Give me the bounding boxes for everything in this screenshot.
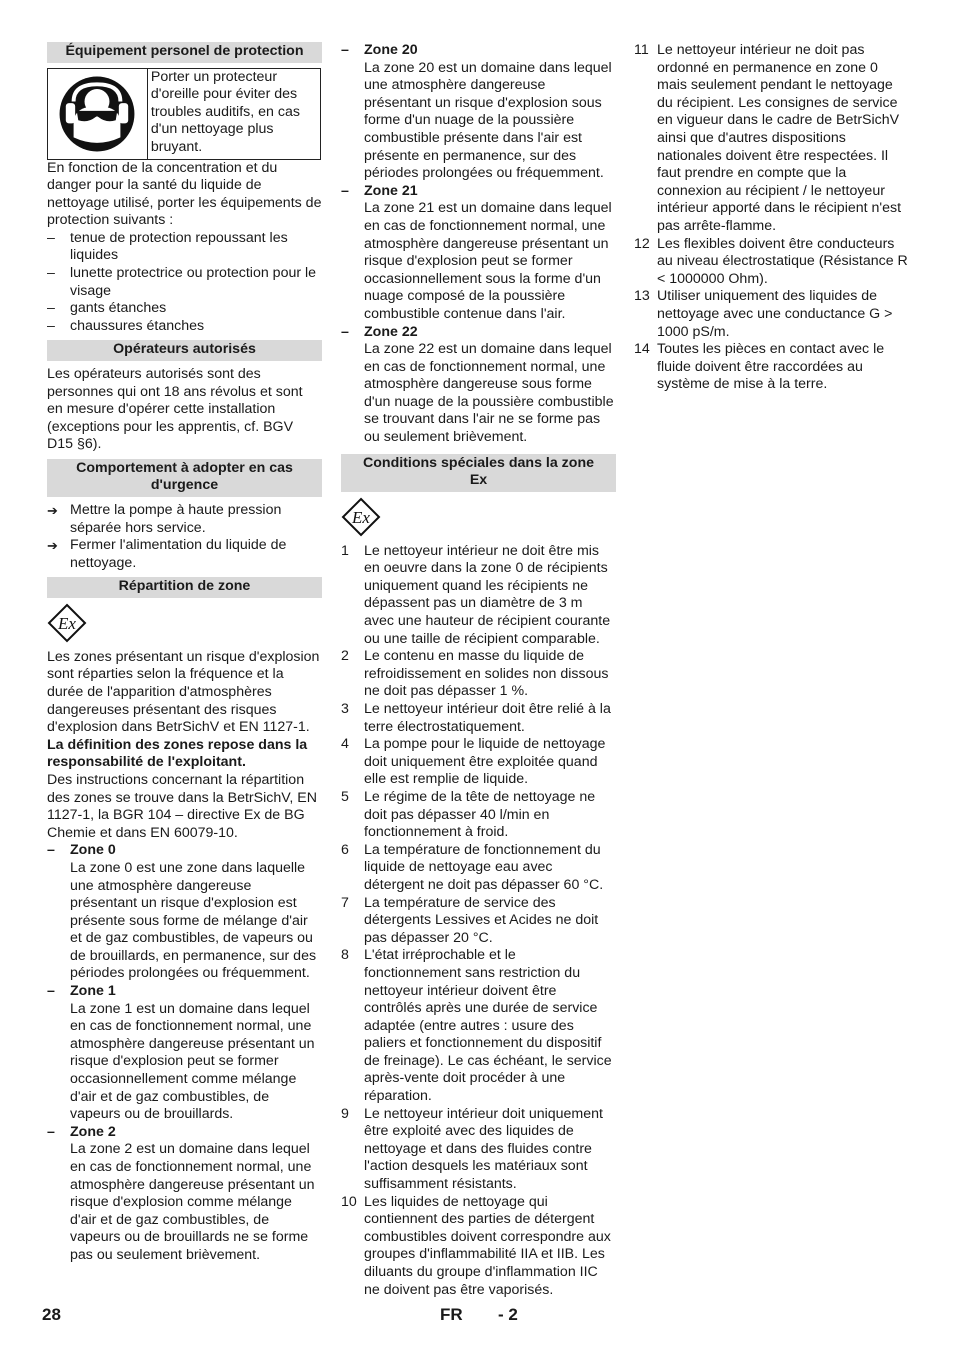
condition-item: 1 Le nettoyeur intérieur ne doit être mis en oeuvre dans la zone 0 de récipients uniquement quand les récipients ne dépassent pas un diamètre de 3 m avec une hauteur de récipient courante ou une taille de récipient comparable.: [341, 542, 611, 647]
condition-item: 7 La température de service des détergents Lessives et Acides ne doit pas dépasser 20 °C.: [341, 894, 599, 946]
special-conditions-heading: Conditions spéciales dans la zone Ex: [341, 454, 616, 492]
zone-description: La zone 1 est un domaine dans lequel en cas de fonctionnement normal, une atmosphère dangereuse présentant un risque d'explosion peut se former occasionnellement comme mélange d'air et de gaz combustibles, de vapeurs ou de brouillards.: [70, 1000, 315, 1123]
svg-text:Ex: Ex: [58, 613, 76, 633]
svg-text:Ex: Ex: [352, 507, 370, 527]
ppe-intro: En fonction de la concentration et du danger pour la santé du liquide de nettoyage utilisé, porter les équipements de protection suivants :: [47, 159, 322, 229]
ppe-warning-text: Porter un protecteur d'oreille pour éviter des troubles auditifs, en cas d'un nettoyage plus bruyant.: [150, 68, 300, 155]
ppe-item: – chaussures étanches: [47, 317, 205, 334]
ppe-heading: Équipement personel de protection: [47, 42, 322, 63]
ex-atex-icon: [341, 497, 381, 537]
column-1: [47, 42, 322, 1265]
zone-description: La zone 2 est un domaine dans lequel en cas de fonctionnement normal, une atmosphère dangereuse présentant un risque d'explosion comme mélange d'air et de gaz combustibles, de vapeurs ou de brouillards ne se forme pas ou seulement brièvement.: [70, 1141, 315, 1263]
ppe-item: – gants étanches: [47, 300, 167, 317]
column-2: [341, 42, 616, 1299]
column-3: [634, 42, 910, 394]
page-suffix: - 2: [498, 1305, 518, 1324]
zone-description: La zone 21 est un domaine dans lequel en cas de fonctionnement normal, une atmosphère dangereuse présentant un risque d'explosion peut se former occasionnellement sous la forme d'un nuage composé de la poussière combustible contenue dans l'air.: [364, 200, 612, 322]
zones-intro: Les zones présentant un risque d'explosion sont réparties selon la fréquence et la durée de l'apparition d'atmosphères dangereuses présentant des risques d'explosion dans BetrSichV et EN 1127-1.: [47, 648, 320, 736]
page-number: 28: [42, 1305, 61, 1324]
condition-item: 12 Les flexibles doivent être conducteurs au niveau électrostatique (Résistance R < 1000000 Ohm).: [634, 235, 908, 287]
condition-item: 4 La pompe pour le liquide de nettoyage doit uniquement être exploitée quand elle est remplie de liquide.: [341, 736, 606, 788]
ex-icon-container: [47, 603, 322, 643]
arrow-right-icon: ➔: [47, 538, 58, 554]
emergency-heading: Comportement à adopter en cas d'urgence: [47, 459, 322, 497]
ex-atex-icon: [47, 603, 87, 643]
zones-heading: Répartition de zone: [47, 577, 322, 598]
zone-title: – Zone 20: [341, 42, 418, 58]
operators-heading: Opérateurs autorisés: [47, 340, 322, 361]
ppe-warning-box: [47, 68, 321, 160]
language-code: FR: [440, 1305, 463, 1324]
ppe-item: – tenue de protection repoussant les liquides: [47, 229, 288, 264]
ear-and-eye-protection-icon: [58, 75, 136, 153]
condition-item: 5 Le régime de la tête de nettoyage ne doit pas dépasser 40 l/min en fonctionnement à froid.: [341, 788, 596, 841]
condition-item: 9 Le nettoyeur intérieur doit uniquement être exploité avec des liquides de nettoyage et dans des fluides contre l'action desquels les matériaux sont suffisamment résistants.: [341, 1105, 603, 1193]
condition-item: 8 L'état irréprochable et le fonctionnement sans restriction du nettoyeur intérieur doivent être contrôlés après une durée de service adaptée (entre autres : usure des paliers et fonctionnement du dispositif de freinage). Le cas échéant, le service après-vente doit procéder à une réparation.: [341, 947, 612, 1105]
condition-item: 2 Le contenu en masse du liquide de refroidissement en solides non dissous ne doit pas dépasser 1 %.: [341, 648, 609, 700]
emergency-step: ➔ Mettre la pompe à haute pression séparée hors service.: [47, 501, 282, 536]
zone-title: – Zone 0: [47, 842, 116, 859]
ppe-pictogram: [48, 69, 148, 159]
zone-description: La zone 22 est un domaine dans lequel en cas de fonctionnement normal, une atmosphère dangereuse sous forme d'un nuage de la poussière combustible se trouvant dans l'air ne se forme pas ou seulement brièvement.: [364, 341, 614, 446]
operators-text: Les opérateurs autorisés sont des personnes qui ont 18 ans révolus et sont en mesure d'opérer cette installation (exceptions pour les apprentis, cf. BGV D15 §6).: [47, 365, 303, 453]
zone-title: – Zone 1: [47, 983, 116, 1000]
condition-item: 11 Le nettoyeur intérieur ne doit pas ordonné en permanence en zone 0 mais seulement pendant le nettoyage du récipient. Les consignes de service en vigueur dans le cadre de BetrSichV ainsi que d'autres dispositions nationales doivent être respectées. Il faut prendre en compte que la connexion au récipient / le nettoyeur intérieur apporté dans le récipient n'est pas arrête-flamme.: [634, 42, 902, 234]
zone-title: – Zone 2: [47, 1123, 116, 1140]
zone-description: La zone 20 est un domaine dans lequel une atmosphère dangereuse présentant un risque d'explosion sous forme d'un nuage de la poussière combustible présente dans l'air est présente en permanence, sur des périodes prolongées ou fréquemment.: [364, 59, 612, 182]
emergency-step: ➔ Fermer l'alimentation du liquide de nettoyage.: [47, 537, 287, 571]
ppe-item: – lunette protectrice ou protection pour le visage: [47, 265, 317, 299]
condition-item: 13 Utiliser uniquement des liquides de nettoyage avec une conductance G > 1000 pS/m.: [634, 288, 893, 340]
zone-title: – Zone 21: [341, 182, 418, 199]
condition-item: 10 Les liquides de nettoyage qui contiennent des parties de détergent combustibles doivent correspondre aux groupes d'inflammabilité IIA et IIB. Les diluants du groupe d'inflammation IIC ne doivent pas être vaporisés.: [341, 1193, 611, 1298]
zones-bold-note: La définition des zones repose dans la responsabilité de l'exploitant.: [47, 736, 308, 771]
zone-title: – Zone 22: [341, 323, 418, 340]
condition-item: 14 Toutes les pièces en contact avec le fluide doivent être raccordées au système de mise à la terre.: [634, 341, 885, 393]
condition-item: 6 La température de fonctionnement du liquide de nettoyage eau avec détergent ne doit pas dépasser 60 °C.: [341, 841, 604, 893]
condition-item: 3 Le nettoyeur intérieur doit être relié à la terre électrostatiquement.: [341, 701, 611, 735]
zones-note: Des instructions concernant la répartition des zones se trouve dans la BetrSichV, EN 1127-1, la BGR 104 – directive Ex de BG Chemie et dans EN 60079-10.: [47, 771, 317, 841]
zone-description: La zone 0 est une zone dans laquelle une atmosphère dangereuse présentant un risque d'explosion est présente sous forme de mélange d'air et de gaz combustibles, de vapeurs ou de brouillards, en permanence, sur des périodes prolongées ou fréquemment.: [70, 859, 317, 982]
ex-icon-container: [341, 497, 616, 537]
arrow-right-icon: ➔: [47, 502, 58, 518]
